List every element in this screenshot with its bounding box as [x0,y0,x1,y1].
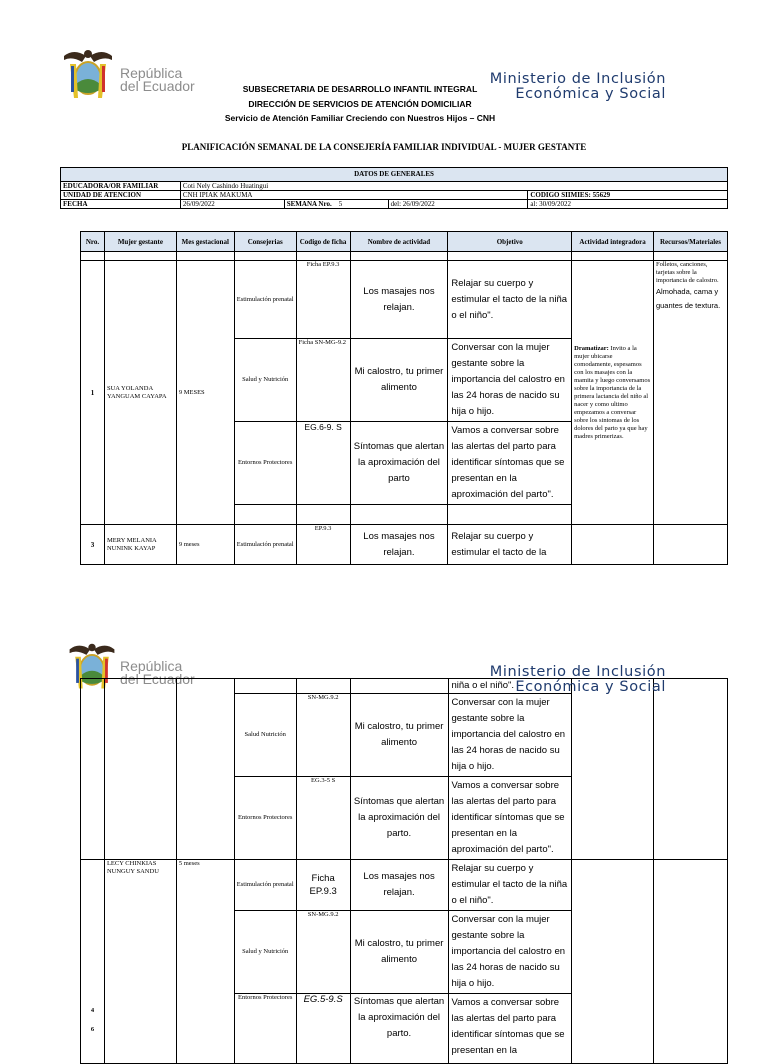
al-date: al: 30/09/2022 [528,200,728,209]
activity-name: Los masajes nos relajan. [350,525,448,565]
objective: Vamos a conversar sobre las alertas del parto para identificar síntomas que se presentan en la [448,994,572,1064]
consejeria-cell: Entornos Protectores [234,422,296,505]
ficha-code: Ficha SN-MG-9.2 [296,339,350,422]
col-nombre: Nombre de actividad [350,232,448,252]
planning-table-page1 [80,231,728,565]
ministry-logo: Ministerio de Inclusión Económica y Social [489,71,666,102]
ministry-logo: Ministerio de Inclusión Económica y Social [489,664,666,695]
gestational-month: 9 meses [176,525,234,565]
fecha-label: FECHA [61,200,181,209]
row-number [81,860,105,1064]
gestational-month: 9 MESES [176,261,234,525]
consejeria-cell: Entornos Protectores [234,777,296,860]
gestante-name: MERY MELANIA NUNINK KAYAP [104,525,176,565]
col-codigo: Codigo de ficha [296,232,350,252]
objective: Vamos a conversar sobre las alertas del parto para identificar síntomas que se presentan en la aproximación del parto". [448,777,572,860]
consejeria-cell: Estimulación prenatal [234,860,296,911]
semana-label: SEMANA Nro. [286,200,332,208]
document-title: PLANIFICACIÓN SEMANAL DE LA CONSEJERÍA FAMILIAR INDIVIDUAL - MUJER GESTANTE [181,142,587,152]
objective: Conversar con la mujer gestante sobre la importancia del calostro en las 24 horas de nacido su hija o hijo. [448,339,572,422]
del-date: del: 26/09/2022 [388,200,528,209]
unidad-label: UNIDAD DE ATENCION [61,191,181,200]
educadora-label: EDUCADORA/OR FAMILIAR [61,182,181,191]
col-recursos: Recursos/Materiales [653,232,727,252]
fecha-value: 26/09/2022 [180,200,284,209]
col-actividad: Actividad integradora [572,232,654,252]
ficha-code: SN-MG.9.2 [296,911,350,994]
republica-logo-text: República del Ecuador [120,65,195,94]
ecuador-emblem-icon [60,46,116,106]
planning-table-page2 [80,678,728,1064]
activity-name: Síntomas que alertan la aproximación del parto. [350,994,448,1064]
col-consejerias: Consejerias [234,232,296,252]
consejeria-cell: Salud y Nutrición [234,339,296,422]
gestational-month: 5 meses [176,860,234,1064]
objective-continued: niña o el niño". [448,679,572,694]
ficha-code: Ficha EP.9.3 [296,860,350,911]
ficha-code: SN-MG.9.2 [296,694,350,777]
header-direccion: DIRECCIÓN DE SERVICIOS DE ATENCIÓN DOMICILIAR [248,99,472,109]
gestante-name: LECY CHINKIAS NUNGUY SANDU [104,860,176,1064]
resources-text-b: Almohada, cama y guantes de textura. [655,287,721,310]
consejeria-cell: Estimulación prenatal [234,525,296,565]
col-mes: Mes gestacional [176,232,234,252]
objective: Relajar su cuerpo y estimular el tacto de la [448,525,572,565]
ficha-code: Ficha EP.9.3 [296,261,350,339]
general-data-heading: DATOS DE GENERALES [61,168,728,182]
row-number: 3 [81,525,105,565]
ficha-code: EG.6-9. S [296,422,350,505]
resources [653,261,727,525]
col-objetivo: Objetivo [448,232,572,252]
codigo-siimies: CODIGO SIIMIES: 55629 [528,191,728,200]
activity-name: Síntomas que alertan la aproximación del parto [350,422,448,505]
consejeria-cell: Entornos Protectores [234,994,296,1064]
row-number-a: 4 [90,1007,95,1014]
resources-text-a: Folletos, canciones, tarjetas sobre la importancia de calostro. [655,261,719,284]
objective: Conversar con la mujer gestante sobre la importancia del calostro en las 24 horas de nacido su hija o hijo. [448,911,572,994]
gestante-name: SUA YOLANDA YANGUAM CAYAPA [104,261,176,525]
activity-name: Los masajes nos relajan. [350,860,448,911]
republica-logo-text: República del Ecuador [120,658,195,687]
activity-name: Mi calostro, tu primer alimento [350,911,448,994]
consejeria-cell: Salud Nutrición [234,694,296,777]
ficha-code: EP.9.3 [296,525,350,565]
objective: Conversar con la mujer gestante sobre la importancia del calostro en las 24 horas de nacido su hija o hijo. [448,694,572,777]
activity-name: Mi calostro, tu primer alimento [350,694,448,777]
header-servicio: Servicio de Atención Familiar Creciendo con Nuestros Hijos – CNH [224,113,496,123]
integrating-activity [572,261,654,525]
educadora-value: Coti Nely Cashindo Huatingui [180,182,727,191]
semana-value: 5 [338,200,343,208]
integrating-activity-label: Dramatizar: [574,344,609,352]
activity-name: Los masajes nos relajan. [350,261,448,339]
row-number: 1 [81,261,105,525]
activity-name: Síntomas que alertan la aproximación del parto. [350,777,448,860]
ficha-code: EG.3-5 S [296,777,350,860]
consejeria-cell: Estimulación prenatal [234,261,296,339]
activity-name: Mi calostro, tu primer alimento [350,339,448,422]
integrating-activity-text: Invito a la mujer ubicarse comodamente, espesamos con los masajes con la mamita y luego conversamos sobre la importancia de la primera lactancia del niño al nacer y como ultimo empezamos a conversar sobre los sintomas de los dolores del parto ya que hay madres primerizas. [574,344,651,440]
objective: Relajar su cuerpo y estimular el tacto de la niña o el niño". [448,860,572,911]
col-nro: Nro. [81,232,105,252]
col-mujer: Mujer gestante [104,232,176,252]
header-subsecretaria: SUBSECRETARIA DE DESARROLLO INFANTIL INTEGRAL [242,84,478,94]
objective: Relajar su cuerpo y estimular el tacto de la niña o el niño". [448,261,572,339]
objective: Vamos a conversar sobre las alertas del parto para identificar síntomas que se presentan en la aproximación del parto". [448,422,572,505]
consejeria-cell: Salud y Nutrición [234,911,296,994]
general-data-table [60,167,728,209]
unidad-value: CNH IPIAK MAKUMA [180,191,527,200]
ficha-code: EG.5-9.S [296,994,350,1064]
row-number-b: 6 [90,1026,95,1033]
semana-cell [284,200,388,209]
